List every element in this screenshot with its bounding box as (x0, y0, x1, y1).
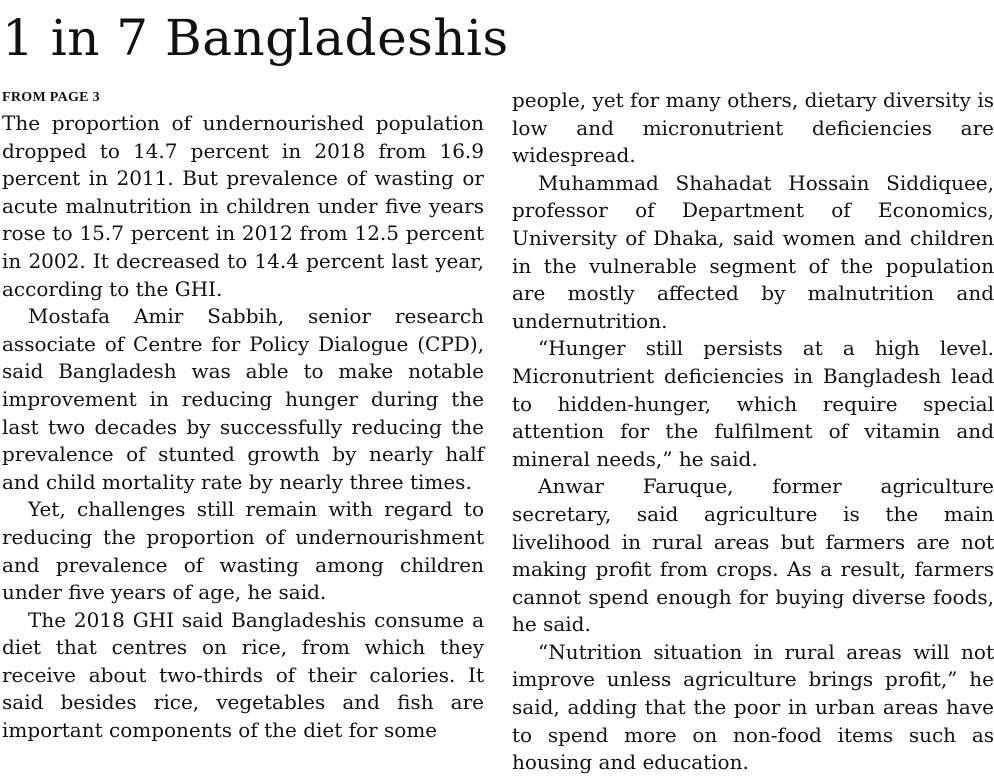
paragraph: Anwar Faruque, former agriculture secretary, said agriculture is the main livelihood in rural areas but farmers are not making profit from crops. As a result, farmers cannot spend enough for buying diverse foods, he said. (512, 474, 994, 637)
article-column-left (2, 86, 484, 745)
paragraph: “Nutrition situation in rural areas will not improve unless agriculture brings profit,” he said, adding that the poor in urban areas have to spend more on non-food items such as housing and education. (512, 639, 994, 775)
paragraph: The 2018 GHI said Bangladeshis consume a diet that centres on rice, from which they receive about two-thirds of their calories. It said besides rice, vegetables and fish are important components of the diet for some (2, 607, 484, 743)
article-column-right (512, 87, 994, 777)
paragraph: The proportion of undernourished population dropped to 14.7 percent in 2018 from 16.9 percent in 2011. But prevalence of wasting or acute malnutrition in children under five years rose to 15.7 percent in 2012 from 12.5 percent in 2002. It decreased to 14.4 percent last year, according to the GHI. (2, 111, 484, 301)
paragraph: Mostafa Amir Sabbih, senior research associate of Centre for Policy Dialogue (CPD), said Bangladesh was able to make notable improvement in reducing hunger during the last two decades by successfully reducing the prevalence of stunted growth by nearly half and child mortality rate by nearly three times. (2, 304, 484, 494)
headline: 1 in 7 Bangladeshis (2, 9, 509, 67)
paragraph: Muhammad Shahadat Hossain Siddiquee, professor of Department of Economics, University of Dhaka, said women and children in the vulnerable segment of the population are mostly affected by malnutrition and undernutrition. (512, 170, 994, 333)
paragraph: “Hunger still persists at a high level. Micronutrient deficiencies in Bangladesh lead to hidden-hunger, which require special attention for the fulfilment of vitamin and mineral needs,” he said. (512, 336, 994, 471)
continued-from-label: FROM PAGE 3 (2, 90, 100, 105)
paragraph: people, yet for many others, dietary diversity is low and micronutrient deficiencies are widespread. (512, 88, 994, 168)
paragraph: Yet, challenges still remain with regard to reducing the proportion of undernourishment and prevalence of wasting among children under five years of age, he said. (2, 497, 484, 605)
